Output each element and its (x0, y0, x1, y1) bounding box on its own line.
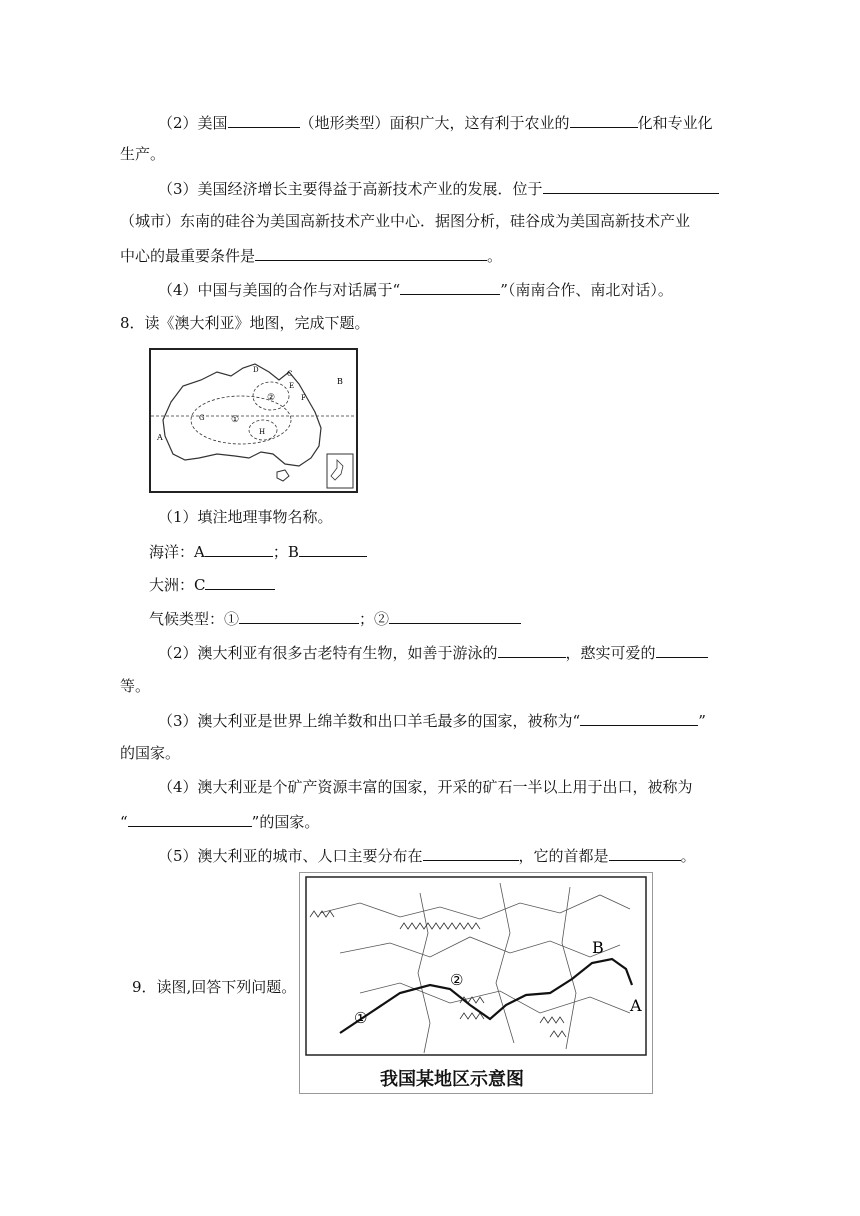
q7-part2-line1: （2）美国 （地形类型）面积广大，这有利于农业的 化和专业化 (158, 111, 713, 134)
q8-part2-line1: （2）澳大利亚有很多古老特有生物，如善于游泳的 ，憨实可爱的 (158, 641, 708, 664)
china-region-map-svg (300, 873, 652, 1059)
q8-part4-line2: “ ”的国家。 (120, 810, 319, 833)
map-label-e: E (289, 382, 295, 390)
answer-blank[interactable] (656, 641, 708, 658)
answer-blank[interactable] (205, 573, 275, 590)
answer-blank[interactable] (128, 810, 252, 827)
map-label-g: G (199, 414, 205, 422)
answer-blank[interactable] (498, 641, 566, 658)
map-label-1: ① (231, 415, 240, 425)
q8-climate: 气候类型：① ；② (149, 607, 521, 630)
q8-part4-line1: （4）澳大利亚是个矿产资源丰富的国家，开采的矿石一半以上用于出口，被称为 (158, 778, 693, 796)
q8-oceans: 海洋：A ；B (149, 540, 367, 563)
q7-part4: （4）中国与美国的合作与对话属于“ ”（南南合作、南北对话）。 (158, 278, 673, 301)
q7-part3-line1: （3）美国经济增长主要得益于高新技术产业的发展．位于 (158, 177, 719, 200)
map-label-c: C (287, 370, 293, 378)
q7-part3-line2: （城市）东南的硅谷为美国高新技术产业中心．据图分析，硅谷成为美国高新技术产业 (120, 212, 691, 230)
australia-map (149, 348, 358, 493)
map-label-a: A (157, 433, 163, 442)
answer-blank[interactable] (205, 540, 273, 557)
map-label-d: D (253, 366, 259, 374)
q7-part2-line2: 生产。 (120, 145, 166, 163)
map-label-h: H (259, 428, 266, 436)
q7-part3-line3: 中心的最重要条件是 。 (120, 244, 502, 267)
map-label-b: B (592, 938, 604, 957)
q8-part2-line2: 等。 (120, 677, 151, 695)
q8-part3-line2: 的国家。 (120, 744, 181, 762)
answer-blank[interactable] (400, 278, 500, 295)
map-label-a: A (630, 996, 642, 1015)
answer-blank[interactable] (239, 607, 359, 624)
china-region-map (299, 872, 653, 1094)
answer-blank[interactable] (255, 244, 487, 261)
q8-part3-line1: （3）澳大利亚是世界上绵羊数和出口羊毛最多的国家，被称为“ ” (158, 709, 706, 732)
answer-blank[interactable] (389, 607, 521, 624)
q9-title: 9．读图,回答下列问题。 (132, 978, 297, 996)
answer-blank[interactable] (580, 709, 698, 726)
answer-blank[interactable] (570, 111, 638, 128)
answer-blank[interactable] (543, 177, 719, 194)
map-label-b: B (337, 377, 343, 386)
answer-blank[interactable] (609, 844, 681, 861)
q8-part5: （5）澳大利亚的城市、人口主要分布在 ，它的首都是 。 (158, 844, 696, 867)
map-label-1: ① (354, 1009, 368, 1027)
q8-title: 8．读《澳大利亚》地图，完成下题。 (120, 314, 370, 332)
q8-part1: （1）填注地理事物名称。 (158, 508, 333, 526)
map-label-2: ② (450, 971, 464, 989)
answer-blank[interactable] (299, 540, 367, 557)
map-label-f: F (301, 394, 306, 402)
answer-blank[interactable] (228, 111, 300, 128)
answer-blank[interactable] (423, 844, 519, 861)
map-caption: 我国某地区示意图 (380, 1069, 524, 1090)
australia-map-svg (151, 350, 356, 491)
map-label-2: ② (267, 393, 276, 403)
q8-continent: 大洲：C (149, 573, 275, 596)
